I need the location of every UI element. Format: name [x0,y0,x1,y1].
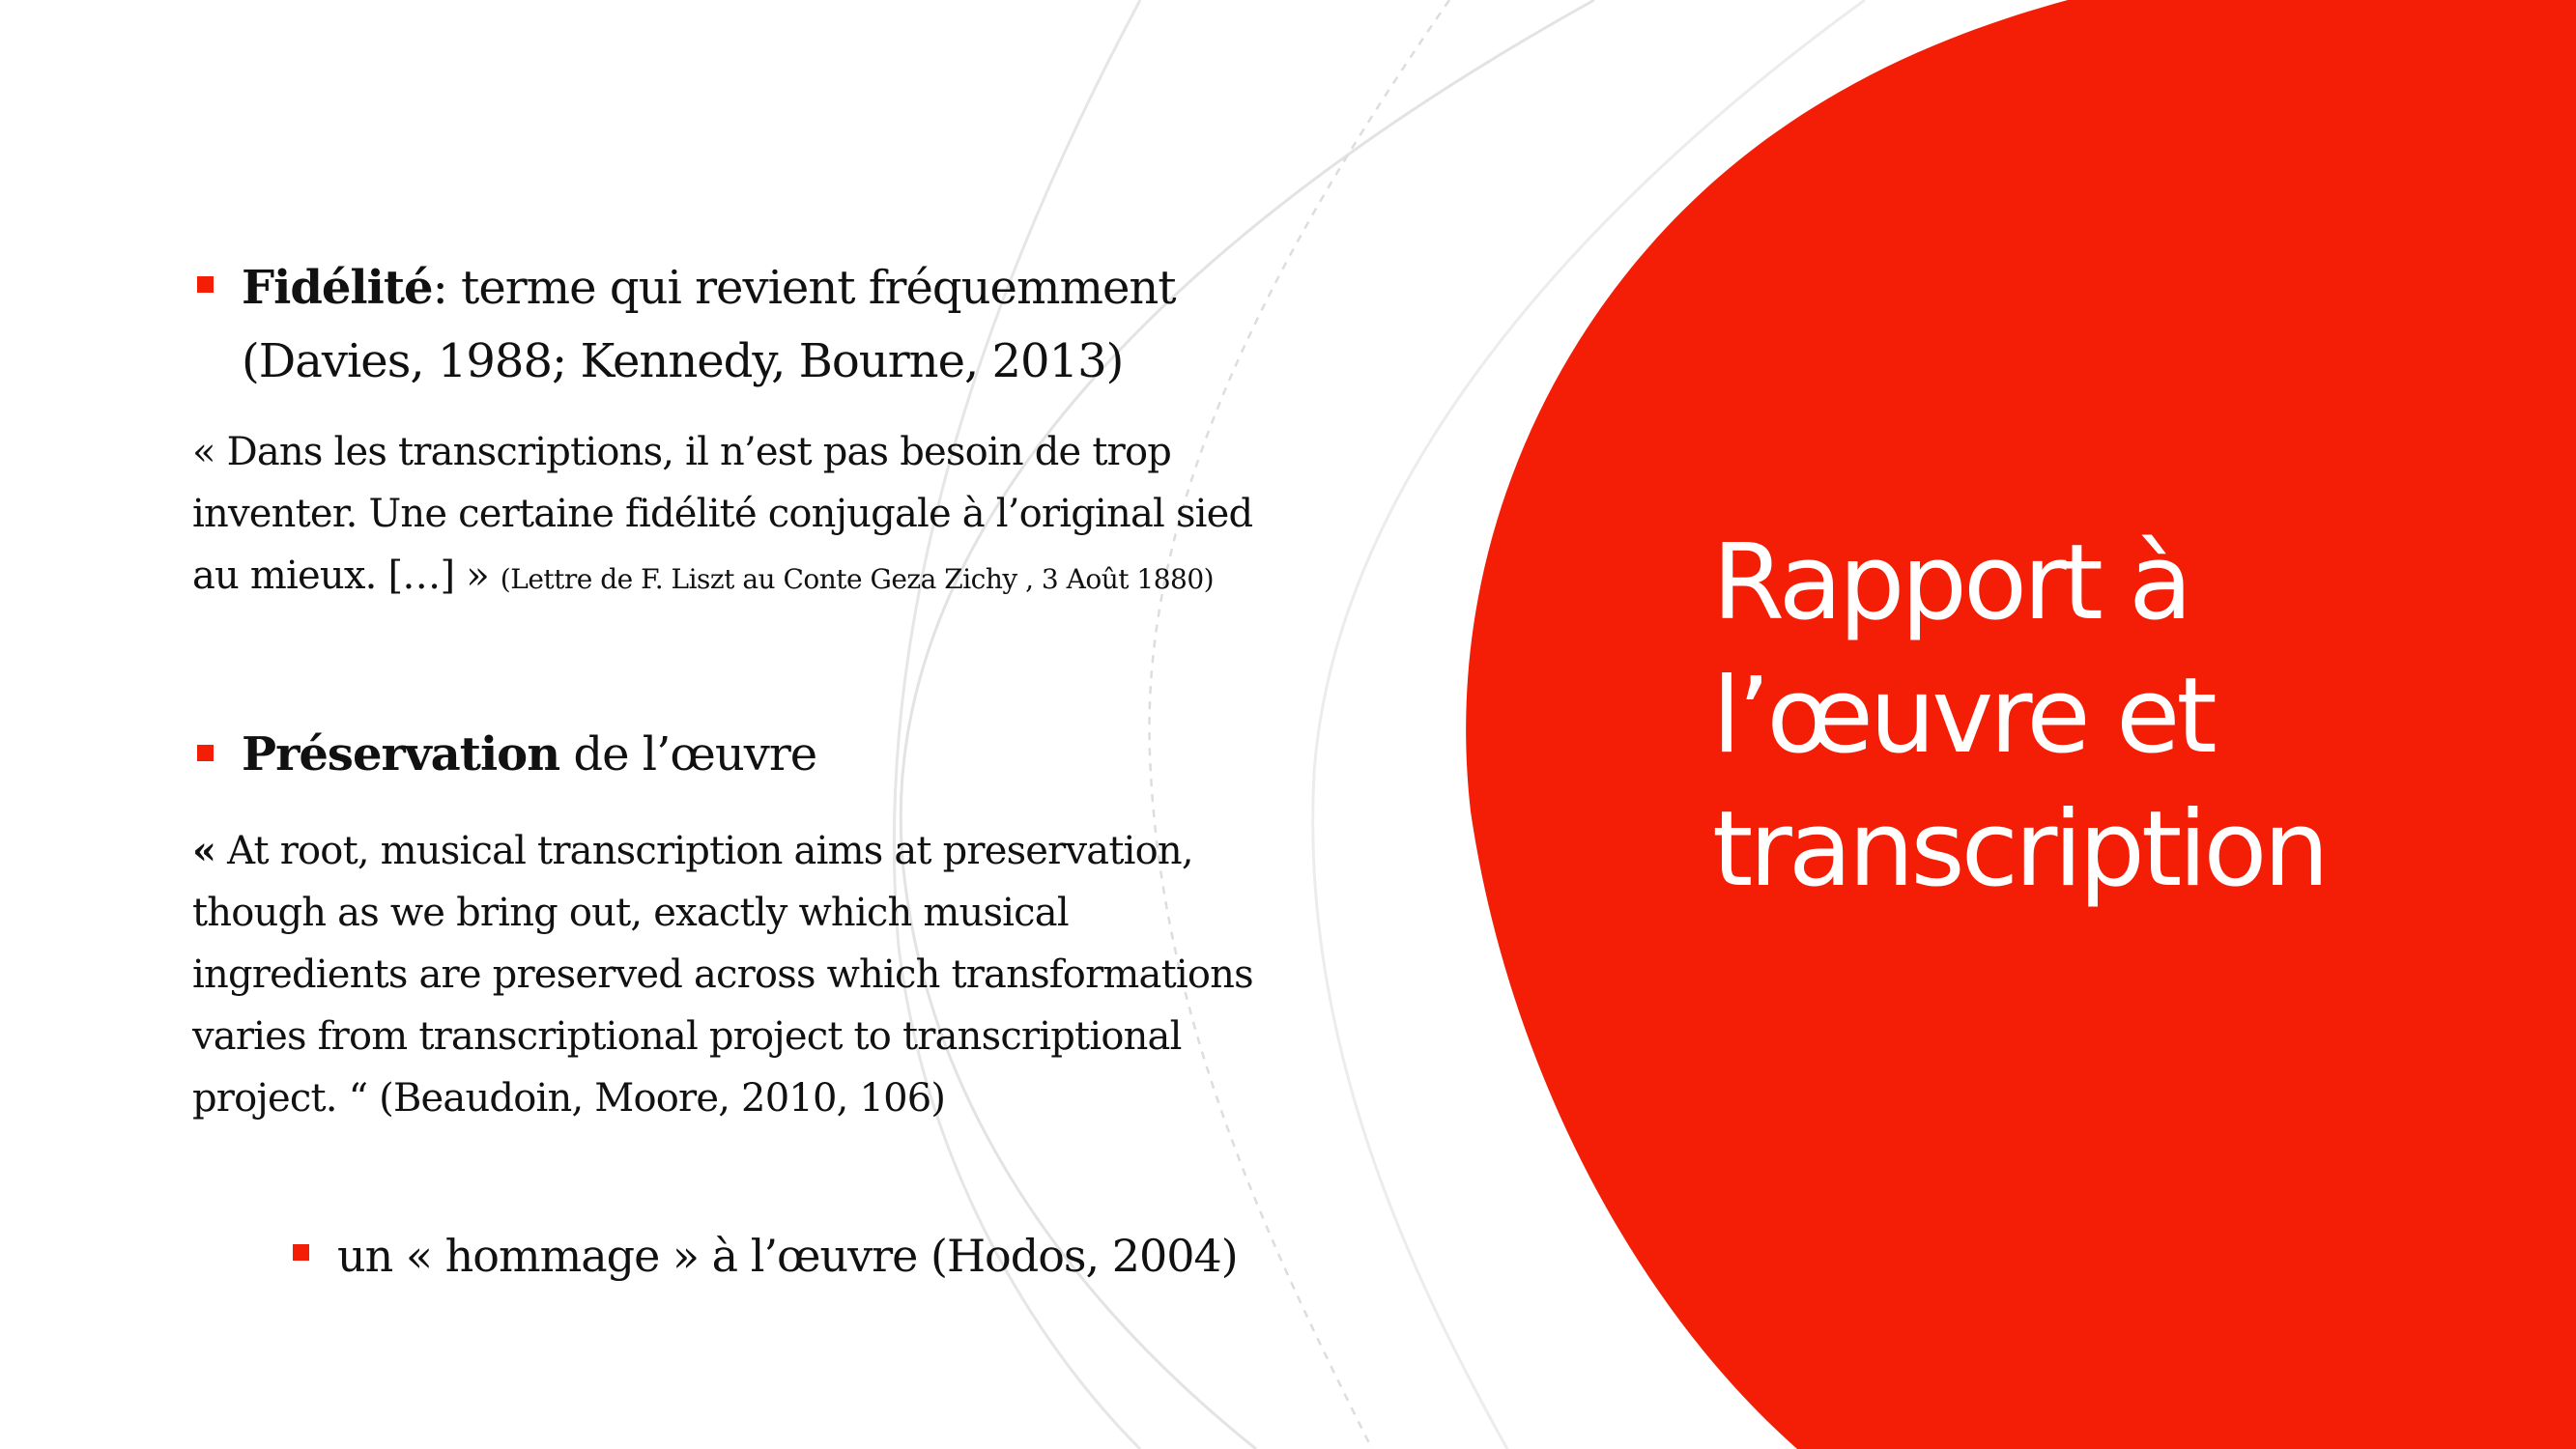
bullet-square-icon [293,1244,309,1261]
bullet-fidelite-rest: : terme qui revient fréquemment [432,261,1176,315]
slide-title [1712,517,2504,917]
bullet-preservation-text [242,718,816,791]
quote-bm-line-2: though as we bring out, exactly which musical [192,891,1069,935]
quote-bm-line-4: varies from transcriptional project to transcriptional [192,1014,1182,1059]
term-preservation: Préservation [242,727,560,781]
quote-bm-line-5: project. “ (Beaudoin, Moore, 2010, 106) [192,1076,946,1121]
bullet-hommage [293,1219,1238,1293]
bullet-square-icon [197,745,214,761]
term-fidelite: Fidélité [242,261,433,315]
quote-liszt-line-3: au mieux. […] » [192,554,501,598]
quote-liszt-line-1: « Dans les transcriptions, il n’est pas besoin de trop [192,430,1172,474]
quote-bm-line-1: At root, musical transcription aims at preservation, [215,829,1193,873]
bullet-hommage-text: un « hommage » à l’œuvre (Hodos, 2004) [337,1230,1238,1282]
slide-title-line-2: l’œuvre et [1712,656,2214,777]
slide-title-line-1: Rapport à [1712,523,2190,643]
quote-beaudoin-moore [192,820,1352,1129]
bullet-fidelite [197,251,1176,398]
quote-liszt-line-2: inventer. Une certaine fidélité conjugale à l’original sied [192,492,1253,536]
bullet-preservation [197,718,816,791]
quote-bm-line-3: ingredients are preserved across which transformations [192,952,1253,997]
quote-liszt-citation: (Lettre de F. Liszt au Conte Geza Zichy , 3 Août 1880) [500,563,1215,595]
bullet-fidelite-text [242,251,1176,398]
bullet-square-icon [197,276,214,293]
quote-liszt [192,421,1352,611]
bullet-preservation-rest: de l’œuvre [559,727,817,781]
quote-open-mark: « [192,828,216,873]
bullet-fidelite-refs: (Davies, 1988; Kennedy, Bourne, 2013) [242,334,1124,388]
slide-title-line-3: transcription [1712,789,2326,910]
